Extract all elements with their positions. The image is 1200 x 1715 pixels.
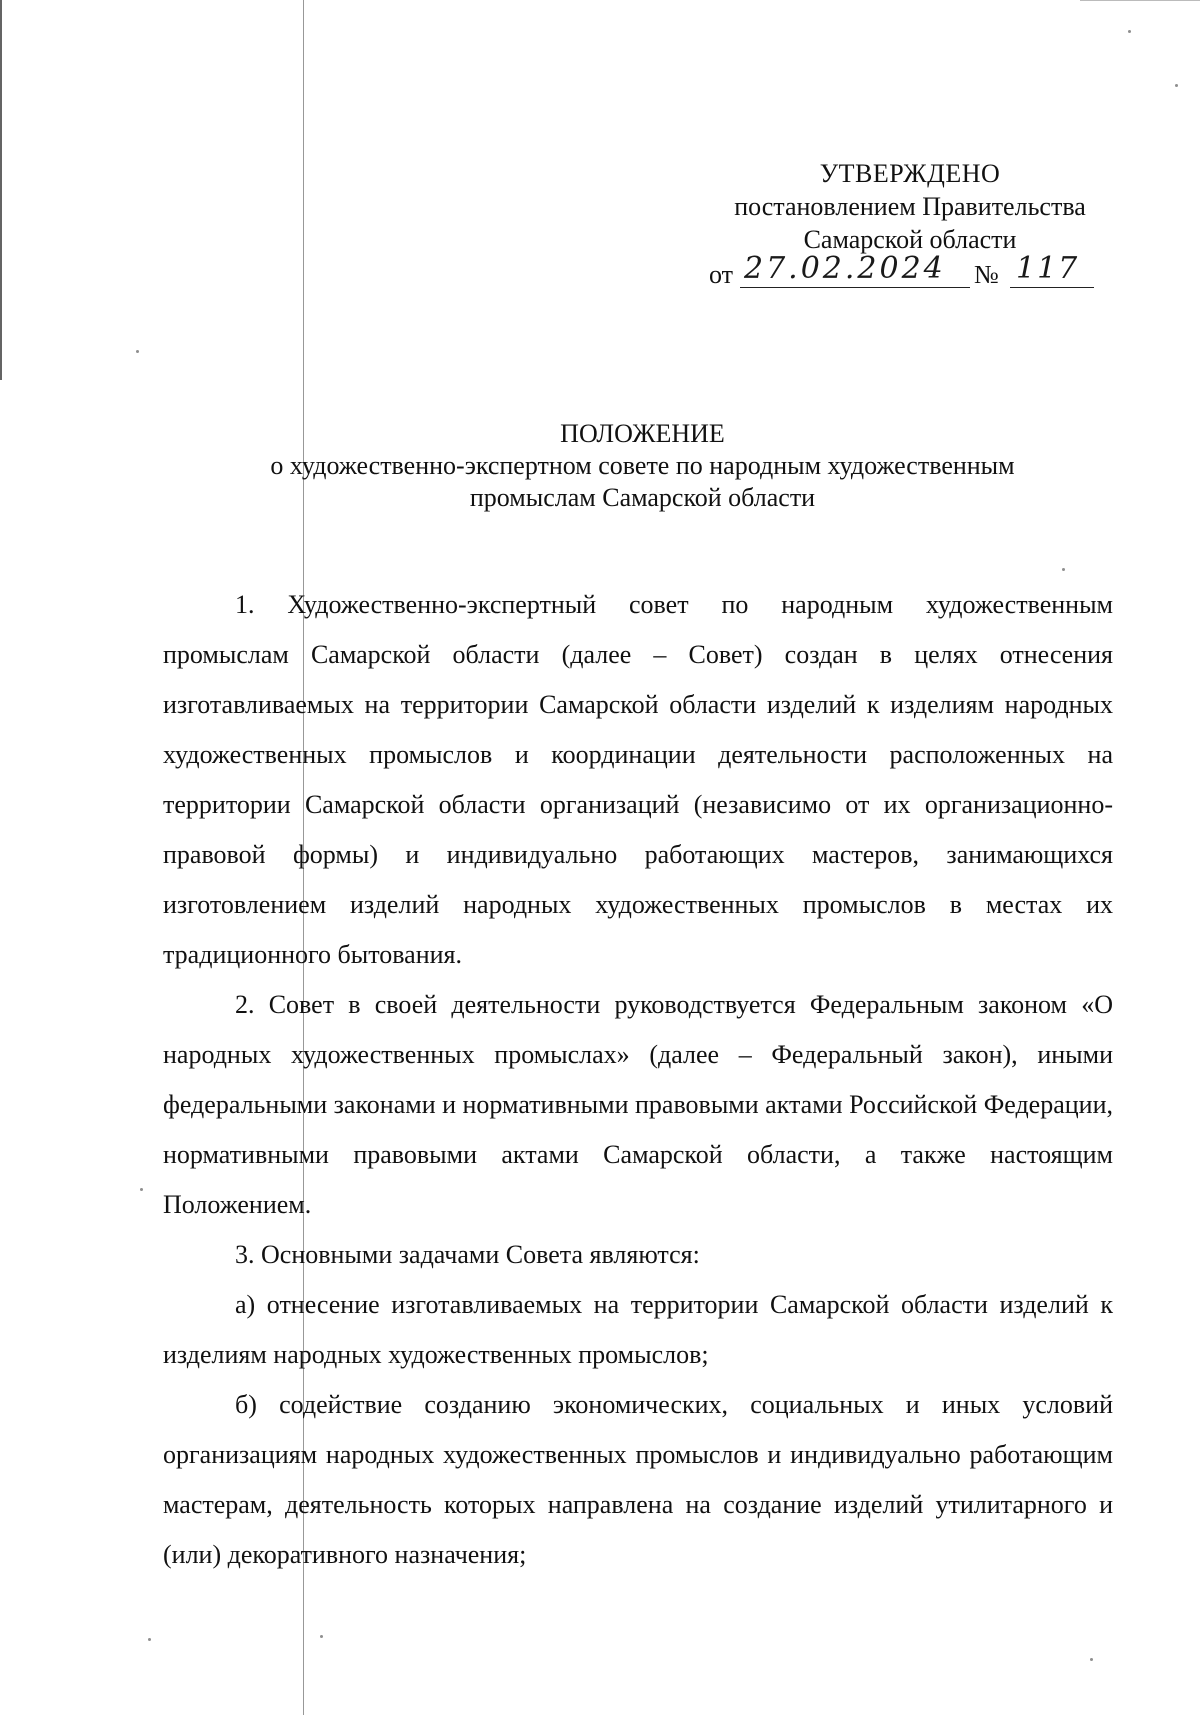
- paragraph-3: 3. Основными задачами Совета являются:: [235, 1240, 700, 1269]
- approval-date-line: [700, 251, 1120, 296]
- from-label: от: [709, 260, 734, 289]
- scan-speck: [1090, 1658, 1093, 1661]
- document-title-block: [160, 418, 1125, 514]
- scan-edge-line-top: [1080, 0, 1200, 1]
- document-heading: ПОЛОЖЕНИЕ: [560, 419, 725, 448]
- approval-stamp-block: [700, 157, 1120, 296]
- handwritten-date: 27.02.2024: [740, 252, 970, 288]
- approval-line-2: Самарской области: [803, 225, 1017, 254]
- handwritten-number: 117: [1010, 252, 1094, 288]
- scan-speck: [136, 350, 139, 353]
- scan-speck: [140, 1188, 143, 1191]
- approval-line-1: постановлением Правительства: [734, 192, 1086, 221]
- scan-speck: [1175, 84, 1178, 87]
- paragraph-2: 2. Совет в своей деятельности руководствуется Федеральным законом «О народных художественных промыслах» (далее – Федеральный закон), иными федеральными законами и нормативными правовыми актами Российской Федерации, нормативными правовыми актами Самарской области, а также настоящим Положением.: [163, 990, 1113, 1219]
- scan-edge-line: [0, 0, 2, 380]
- document-body: [163, 580, 1113, 1580]
- scan-speck: [1128, 30, 1131, 33]
- scan-speck: [148, 1638, 151, 1641]
- paragraph-3a: а) отнесение изготавливаемых на территории Самарской области изделий к изделиям народных художественных промыслов;: [163, 1290, 1113, 1369]
- approved-label: УТВЕРЖДЕНО: [819, 159, 1001, 188]
- document-subtitle-line-2: промыслам Самарской области: [469, 483, 816, 512]
- document-subtitle-line-1: о художественно-экспертном совете по народным художественным: [270, 451, 1015, 480]
- paragraph-1: 1. Художественно-экспертный совет по народным художественным промыслам Самарской области (далее – Совет) создан в целях отнесения изготавливаемых на территории Самарской области изделий к изделиям народных художественных промыслов и координации деятельности расположенных на территории Самарской области организаций (независимо от их организационно-правовой формы) и индивидуально работающих мастеров, занимающихся изготовлением изделий народных художественных промыслов в местах их традиционного бытования.: [163, 590, 1113, 969]
- scan-speck: [320, 1635, 323, 1638]
- number-label: №: [974, 260, 999, 289]
- paragraph-3b: б) содействие созданию экономических, социальных и иных условий организациям народных художественных промыслов и индивидуально работающим мастерам, деятельность которых направлена на создание изделий утилитарного и (или) декоративного назначения;: [163, 1390, 1113, 1569]
- scan-speck: [1062, 568, 1065, 571]
